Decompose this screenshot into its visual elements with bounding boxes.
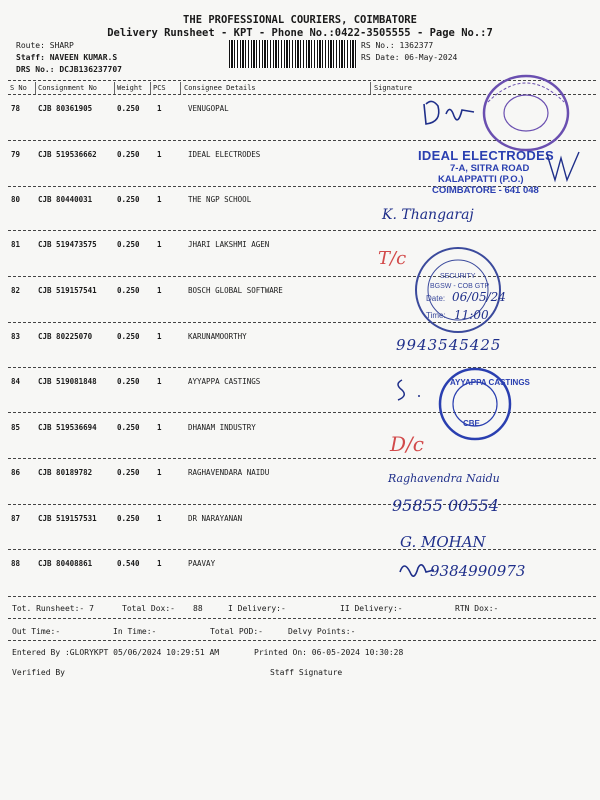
row-weight: 0.250: [117, 240, 140, 249]
row-pcs: 1: [157, 332, 162, 341]
row-pcs: 1: [157, 468, 162, 477]
ayyappa-city: CBE: [463, 419, 480, 428]
footer-divider: [8, 640, 596, 641]
row-sno: 84: [11, 377, 21, 386]
row-sno: 81: [11, 240, 21, 249]
row-divider: [8, 276, 596, 277]
col-sep: [35, 82, 36, 94]
row-divider: [8, 504, 596, 505]
row-divider: [8, 322, 596, 323]
row-weight: 0.250: [117, 332, 140, 341]
stamp-ideal-po: KALAPPATTI (P.O.): [438, 174, 524, 185]
row-pcs: 1: [157, 150, 162, 159]
row-divider: [8, 230, 596, 231]
signature-83: 9943545425: [396, 336, 502, 354]
row-weight: 0.250: [117, 150, 140, 159]
row-pcs: 1: [157, 377, 162, 386]
staff-label: Staff: NAVEEN KUMAR.S: [16, 53, 118, 62]
i-delivery: I Delivery:-: [228, 604, 286, 613]
row-consignee: IDEAL ELECTRODES: [188, 150, 261, 159]
row-pcs: 1: [157, 240, 162, 249]
row-consignee: RAGHAVENDARA NAIDU: [188, 468, 270, 477]
row-consignment: CJB 519473575: [38, 240, 97, 249]
row-consignee: BOSCH GLOBAL SOFTWARE: [188, 286, 283, 295]
row-pcs: 1: [157, 514, 162, 523]
rs-date: RS Date: 06-May-2024: [361, 53, 458, 62]
row-consignee: VENUGOPAL: [188, 104, 229, 113]
footer-divider: [8, 618, 596, 619]
runsheet-subtitle: Delivery Runsheet - KPT - Phone No.:0422-3505555 - Page No.:7: [107, 27, 493, 39]
row-consignee: AYYAPPA CASTINGS: [188, 377, 261, 386]
row-consignment: CJB 519157531: [38, 514, 97, 523]
ii-delivery: II Delivery:-: [340, 604, 403, 613]
row-divider: [8, 458, 596, 459]
security-date-label: Date:: [426, 294, 446, 303]
ayyappa-name: AYYAPPA CASTINGS: [450, 378, 530, 387]
stamp-ideal-city: COIMBATORE - 641 048: [432, 185, 539, 196]
col-sep: [114, 82, 115, 94]
row-pcs: 1: [157, 104, 162, 113]
row-sno: 82: [11, 286, 21, 295]
col-consignment: Consignment No: [38, 84, 98, 92]
row-weight: 0.250: [117, 377, 140, 386]
delvy-points: Delvy Points:-: [288, 627, 356, 636]
stamp-ideal-name: IDEAL ELECTRODES: [418, 148, 555, 163]
row-weight: 0.250: [117, 514, 140, 523]
rtn-dox: RTN Dox:-: [455, 604, 499, 613]
signature-86-name: Raghavendra Naidu: [388, 472, 500, 485]
col-pcs: PCS: [153, 84, 166, 92]
signature-79: [545, 150, 585, 186]
security-date: 06/05/24: [452, 290, 506, 304]
company-title: THE PROFESSIONAL COURIERS, COIMBATORE: [183, 14, 417, 26]
barcode: [229, 40, 357, 68]
signature-80: K. Thangaraj: [382, 207, 474, 223]
security-time: 11:00: [454, 308, 489, 322]
col-sep: [370, 82, 371, 94]
drs-number: DRS No.: DCJB136237707: [16, 65, 122, 74]
printed-on: Printed On: 06-05-2024 10:30:28: [254, 648, 404, 657]
row-sno: 79: [11, 150, 21, 159]
row-consignment: CJB 80440031: [38, 195, 93, 204]
row-pcs: 1: [157, 195, 162, 204]
out-time: Out Time:-: [12, 627, 61, 636]
col-signature: Signature: [374, 84, 412, 92]
col-sep: [150, 82, 151, 94]
verified-by: Verified By: [12, 668, 65, 677]
signature-87: G. MOHAN: [400, 533, 486, 551]
row-consignment: CJB 519081848: [38, 377, 97, 386]
row-consignment: CJB 519536662: [38, 150, 97, 159]
row-sno: 80: [11, 195, 21, 204]
row-consignment: CJB 80225070: [38, 332, 93, 341]
signature-88-phone: 9384990973: [430, 562, 526, 580]
row-consignee: PAAVAY: [188, 559, 216, 568]
row-sno: 85: [11, 423, 21, 432]
security-site: BGSW - COB GTP: [430, 283, 490, 290]
row-sno: 86: [11, 468, 21, 477]
row-sno: 83: [11, 332, 21, 341]
row-pcs: 1: [157, 423, 162, 432]
row-pcs: 1: [157, 286, 162, 295]
row-divider: [8, 596, 596, 597]
row-weight: 0.250: [117, 286, 140, 295]
row-weight: 0.540: [117, 559, 140, 568]
row-consignment: CJB 80189782: [38, 468, 93, 477]
row-weight: 0.250: [117, 423, 140, 432]
row-weight: 0.250: [117, 104, 140, 113]
col-sep: [180, 82, 181, 94]
signature-85: D/c: [390, 432, 424, 456]
col-consignee: Consignee Details: [184, 84, 256, 92]
stamp-ideal-address: 7-A, SITRA ROAD: [450, 163, 530, 174]
signature-78: [420, 96, 480, 132]
entered-by: Entered By :GLORYKPT 05/06/2024 10:29:51 AM: [12, 648, 220, 657]
row-consignee: THE NGP SCHOOL: [188, 195, 252, 204]
signature-84: [392, 374, 442, 406]
signature-81: T/c: [378, 248, 407, 269]
row-weight: 0.250: [117, 468, 140, 477]
trust-stamp: [480, 72, 572, 154]
staff-signature: Staff Signature: [270, 668, 343, 677]
row-consignee: KARUNAMOORTHY: [188, 332, 247, 341]
security-time-label: Time:: [426, 311, 446, 320]
row-consignment: CJB 519157541: [38, 286, 97, 295]
tot-runsheet: Tot. Runsheet:- 7: [12, 604, 94, 613]
in-time: In Time:-: [113, 627, 157, 636]
row-consignee: DHANAM INDUSTRY: [188, 423, 256, 432]
col-weight: Weight: [117, 84, 143, 92]
row-weight: 0.250: [117, 195, 140, 204]
route-label: Route: SHARP: [16, 41, 74, 50]
row-consignment: CJB 80408861: [38, 559, 93, 568]
total-pod: Total POD:-: [210, 627, 263, 636]
row-consignment: CJB 519536694: [38, 423, 97, 432]
row-consignee: JHARI LAKSHMI AGEN: [188, 240, 270, 249]
row-sno: 78: [11, 104, 21, 113]
rs-number: RS No.: 1362377: [361, 41, 434, 50]
row-divider: [8, 549, 596, 550]
total-dox-label: Total Dox:-: [122, 604, 175, 613]
row-pcs: 1: [157, 559, 162, 568]
signature-86-phone: 95855 00554: [392, 496, 499, 515]
row-consignment: CJB 80361905: [38, 104, 93, 113]
row-sno: 88: [11, 559, 21, 568]
row-consignee: DR NARAYANAN: [188, 514, 243, 523]
row-sno: 87: [11, 514, 21, 523]
col-sno: S No: [10, 84, 27, 92]
total-dox-value: 88: [193, 604, 203, 613]
security-label: SECURITY: [440, 273, 476, 280]
